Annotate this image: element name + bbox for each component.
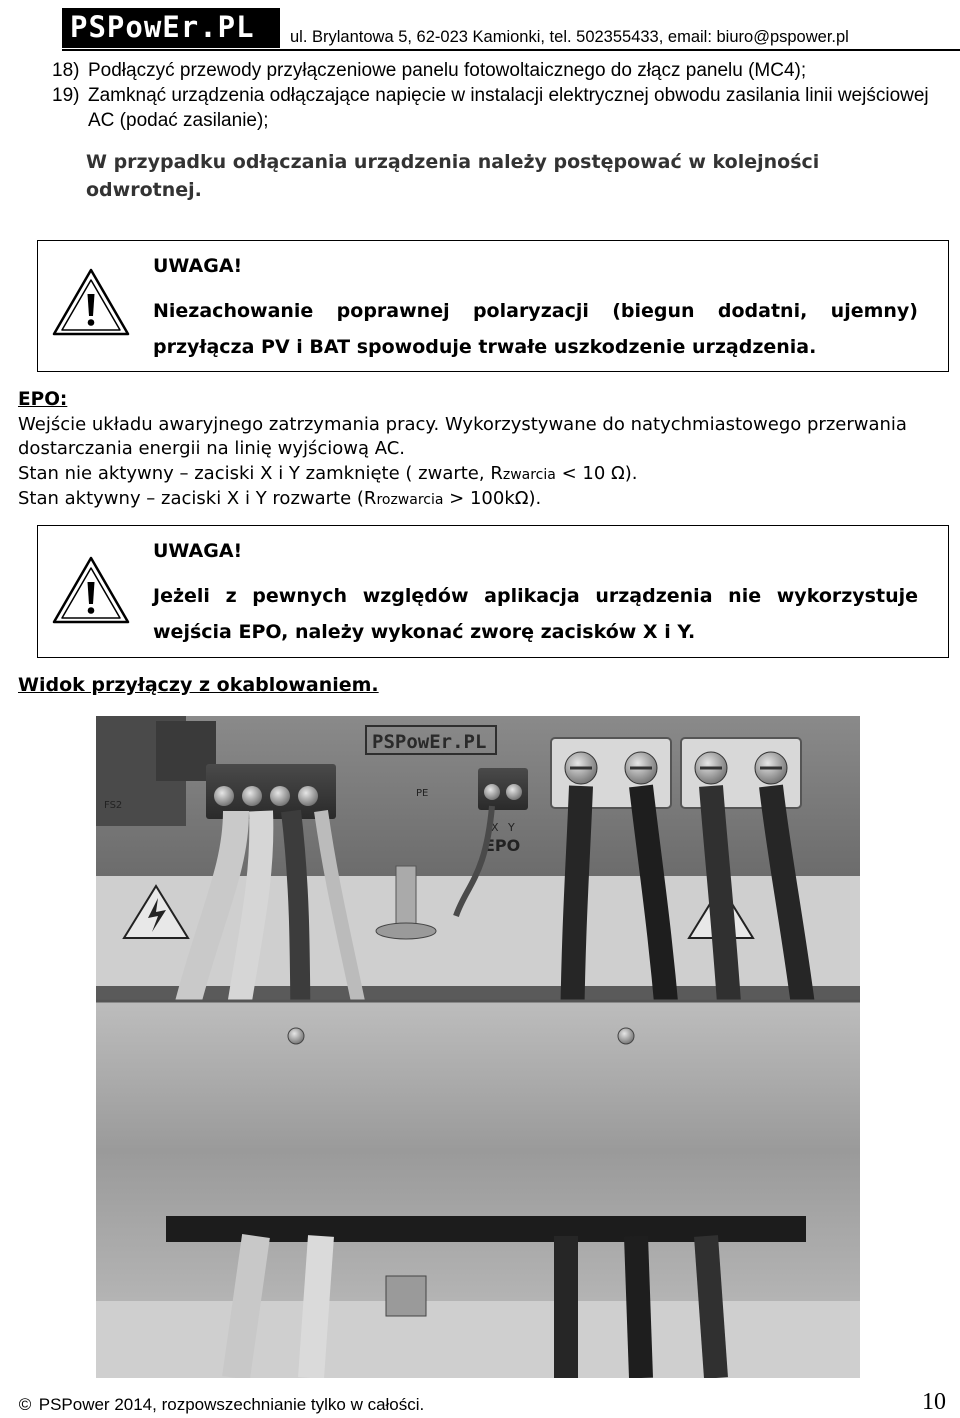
footer-text: PSPower 2014, rozpowszechnianie tylko w całości. [38,1395,425,1414]
epo-active-subscript: rozwarcia [376,492,444,508]
y-label: Y [508,821,515,834]
connections-photo-illustration [96,716,860,1378]
footer-copyright [16,1395,424,1415]
epo-section [18,388,948,513]
logo-text: PSPowEr.PL [70,10,255,44]
epo-inactive-value: < 10 Ω). [555,462,638,484]
warning-box-epo-jumper [37,525,949,658]
step-number: 19) [52,85,80,106]
step-text: Podłączyć przewody przyłączeniowe panelu fotowoltaicznego do złącz panelu (MC4); [88,60,807,81]
board-logo: PSPowEr.PL [372,731,487,753]
epo-inactive-text: Stan nie aktywny – zaciski X i Y zamknięte ( zwarte, R [18,462,503,484]
epo-active-text: Stan aktywny – zaciski X i Y rozwarte (R [18,488,377,509]
copyright-icon: © [18,1395,32,1414]
warning-text: Niezachowanie poprawnej polaryzacji (biegun dodatni, ujemny) przyłącza PV i BAT spowoduje trwałe uszkodzenie urządzenia. [153,300,918,358]
step-18 [52,58,952,83]
step-19 [52,83,952,133]
page-footer [16,1389,946,1415]
pe-label: PE [416,788,429,799]
epo-inactive-subscript: zwarcia [502,466,556,483]
epo-title: EPO: [18,389,68,410]
header-divider [62,49,960,51]
header-contact-info: ul. Brylantowa 5, 62-023 Kamionki, tel. 502355433, email: biuro@pspower.pl [290,28,849,46]
x-label: X [491,821,499,834]
warning-title: UWAGA! [153,540,243,562]
warning-triangle-icon [50,266,132,338]
fuse-label: FS2 [104,800,123,811]
epo-active-state [18,487,948,513]
page-number: 10 [922,1389,946,1415]
epo-description: Wejście układu awaryjnego zatrzymania pracy. Wykorzystywane do natychmiastowego przerwania dostarczania energii na linię wyjściową AC. [18,413,907,459]
connections-view-heading: Widok przyłączy z okablowaniem. [18,674,379,696]
step-text: Zamknąć urządzenia odłączające napięcie w instalacji elektrycznej obwodu zasilania linii wejściowej AC (podać zasilanie); [88,85,929,131]
connections-photo [96,716,860,1378]
step-number: 18) [52,60,80,81]
warning-triangle-icon [50,554,132,626]
reverse-order-note: W przypadku odłączania urządzenia należy postępować w kolejności odwrotnej. [86,151,820,201]
page-header [62,8,960,50]
epo-inactive-state [18,462,948,488]
warning-title: UWAGA! [153,255,243,277]
company-logo [62,8,280,48]
installation-steps [52,58,952,133]
warning-text: Jeżeli z pewnych względów aplikacja urządzenia nie wykorzystuje wejścia EPO, należy wykonać zworę zacisków X i Y. [153,585,918,643]
warning-box-polarity [37,240,949,372]
epo-active-value: > 100kΩ). [443,488,542,509]
epo-board-label: EPO [484,836,521,855]
